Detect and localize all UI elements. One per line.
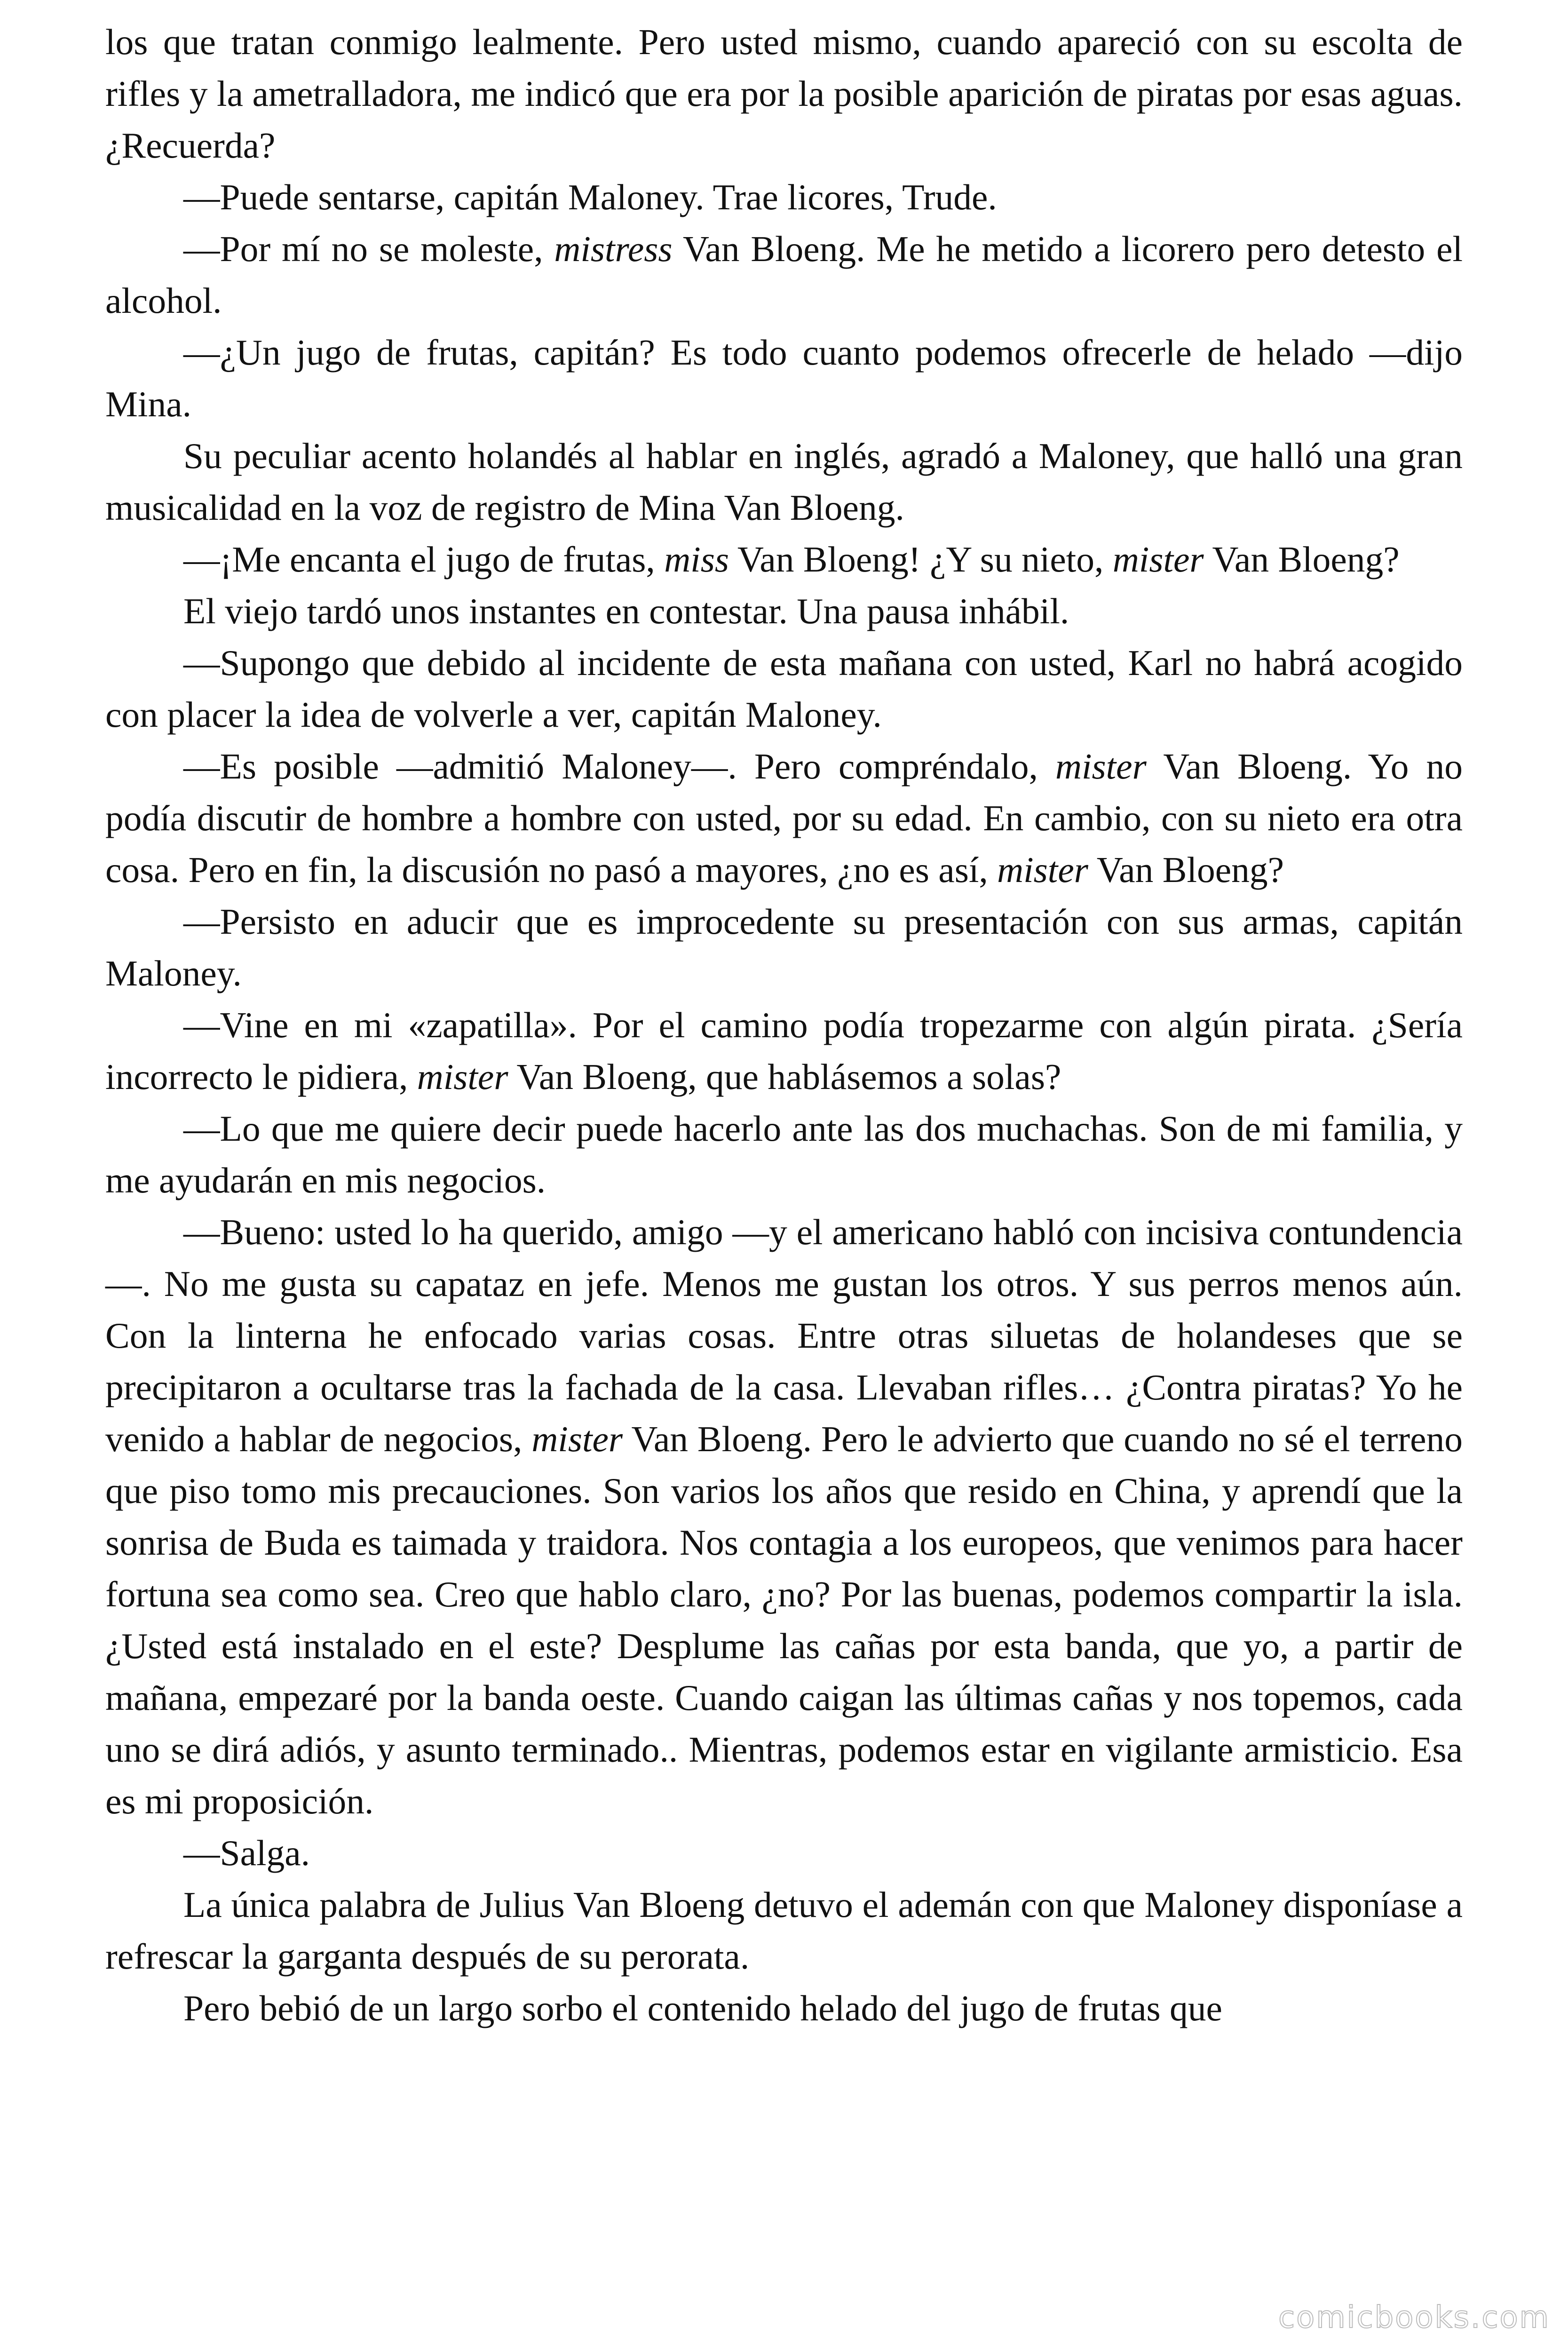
italic-text: mister [1055,746,1147,787]
paragraph [105,326,1463,430]
italic-text: mister [1112,539,1204,580]
italic-text: mister [531,1419,623,1459]
paragraph [105,1206,1463,1827]
paragraph-text: —Vine en mi «zapatilla». Por el camino podía tropezarme con algún pirata. ¿Sería incorrecto le pidiera, [105,1005,1463,1097]
paragraph [105,740,1463,896]
paragraph [105,171,1463,223]
paragraph [105,896,1463,999]
paragraph [105,637,1463,740]
paragraph-text: El viejo tardó unos instantes en contestar. Una pausa inhábil. [183,591,1069,631]
paragraph [105,999,1463,1103]
paragraph-text: —Bueno: usted lo ha querido, amigo —y el americano habló con incisiva contundencia—. No me gusta su capataz en jefe. Menos me gustan los otros. Y sus perros menos aún. Con la linterna he enfocado varias cosas. Entre otras siluetas de holandeses que se precipitaron a ocultarse tras la fachada de la casa. Llevaban rifles… ¿Contra piratas? Yo he venido a hablar de negocios, [105,1212,1463,1459]
paragraph-text: —¡Me encanta el jugo de frutas, [183,539,665,580]
paragraph-text: Van Bloeng, que hablásemos a solas? [508,1057,1061,1097]
paragraph-text: —Salga. [183,1833,310,1873]
paragraph-text: Van Bloeng? [1088,850,1284,890]
paragraph-text: Van Bloeng? [1204,539,1400,580]
paragraph-text: —Supongo que debido al incidente de esta mañana con usted, Karl no habrá acogido con placer la idea de volverle a ver, capitán Maloney. [105,643,1463,735]
book-page [105,16,1463,2034]
paragraph-text: Van Bloeng! ¿Y su nieto, [729,539,1113,580]
paragraph-text: Van Bloeng. Yo no podía discutir de hombre a hombre con usted, por su edad. En cambio, con su nieto era otra cosa. Pero en fin, la discusión no pasó a mayores, ¿no es así, [105,746,1463,890]
paragraph [105,223,1463,326]
paragraph [105,1827,1463,1879]
italic-text: mistress [554,229,673,269]
paragraph [105,1103,1463,1206]
paragraph-text: Van Bloeng. Pero le advierto que cuando no sé el terreno que piso tomo mis precauciones. Son varios los años que resido en China, y aprendí que la sonrisa de Buda es taimada y traidora. Nos contagia a los europeos, que venimos para hacer fortuna sea como sea. Creo que hablo claro, ¿no? Por las buenas, podemos compartir la isla. ¿Usted está instalado en el este? Desplume las cañas por esta banda, que yo, a partir de mañana, empezaré por la banda oeste. Cuando caigan las últimas cañas y nos topemos, cada uno se dirá adiós, y asunto terminado.. Mientras, podemos estar en vigilante armisticio. Esa es mi proposición. [105,1419,1463,1821]
paragraph-text: Van Bloeng. Me he metido a licorero pero detesto el alcohol. [105,229,1463,321]
paragraph-text: —Persisto en aducir que es improcedente su presentación con sus armas, capitán Maloney. [105,901,1463,993]
italic-text: miss [664,539,729,580]
italic-text: mister [417,1057,508,1097]
paragraph-text: —Por mí no se moleste, [183,229,554,269]
paragraph-text: —¿Un jugo de frutas, capitán? Es todo cuanto podemos ofrecerle de helado —dijo Mina. [105,332,1463,424]
paragraph-text: —Lo que me quiere decir puede hacerlo ante las dos muchachas. Son de mi familia, y me ayudarán en mis negocios. [105,1108,1463,1200]
paragraph [105,585,1463,637]
paragraph-text: los que tratan conmigo lealmente. Pero usted mismo, cuando apareció con su escolta de rifles y la ametralladora, me indicó que era por la posible aparición de piratas por esas aguas. ¿Recuerda? [105,22,1463,166]
paragraph [105,1982,1463,2034]
paragraph-text: —Puede sentarse, capitán Maloney. Trae licores, Trude. [183,177,997,217]
site-watermark: comicbooks.com [1278,2300,1550,2335]
paragraph-text: La única palabra de Julius Van Bloeng detuvo el ademán con que Maloney disponíase a refrescar la garganta después de su perorata. [105,1884,1463,1977]
paragraph-text: Su peculiar acento holandés al hablar en inglés, agradó a Maloney, que halló una gran musicalidad en la voz de registro de Mina Van Bloeng. [105,436,1463,528]
paragraph-text: —Es posible —admitió Maloney—. Pero compréndalo, [183,746,1055,787]
paragraph [105,16,1463,171]
paragraph-text: Pero bebió de un largo sorbo el contenido helado del jugo de frutas que [183,1988,1222,2028]
paragraph [105,430,1463,533]
italic-text: mister [997,850,1088,890]
paragraph [105,533,1463,585]
paragraph [105,1879,1463,1982]
